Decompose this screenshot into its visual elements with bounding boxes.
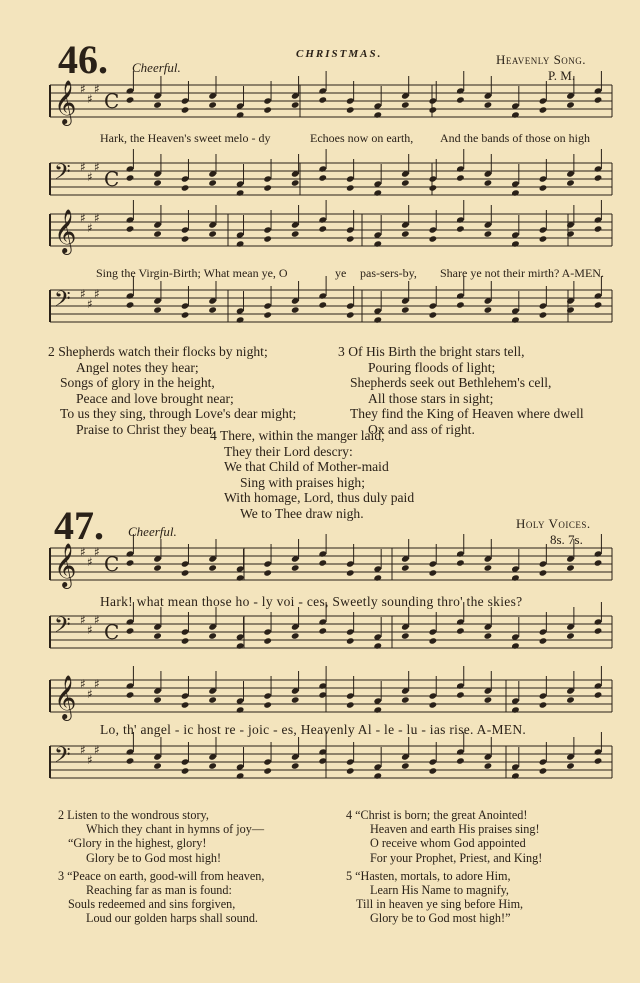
note-head [291,696,300,703]
note-head [263,569,272,576]
note-head [539,106,548,113]
note-head [236,706,245,713]
hymn-47-lyric-1: Hark! what mean those ho - ly voi - ces, Sweetly sounding thro' the skies? [100,594,523,609]
note-head [594,301,603,308]
note-head [153,101,162,108]
note-head [236,772,245,779]
note-head [401,564,410,571]
note-head [126,757,135,764]
hymn-47-lyric-2: Lo, th' angel - ic host re - joic - es, Heavenly Al - le - lu - ias rise. A-MEN. [100,722,527,737]
note-head [318,627,327,634]
note-head [208,230,217,237]
note-head [429,106,438,113]
sharp-icon: ♯ [94,545,100,559]
note-head [318,225,327,232]
note-head [566,179,575,186]
note-head [208,696,217,703]
note-head [456,559,465,566]
note-head [181,311,190,318]
note-head [401,101,410,108]
note-head [153,632,162,639]
note-head [401,230,410,237]
note-head [594,559,603,566]
note-head [566,230,575,237]
note-head [126,691,135,698]
note-head [429,569,438,576]
note-head [236,316,245,323]
note-head [484,306,493,313]
note-head [484,632,493,639]
sharp-icon: ♯ [87,623,93,637]
note-head [291,230,300,237]
hymn-47-meter: 8s. 7s. [550,532,583,547]
note-head [153,306,162,313]
note-head [153,696,162,703]
sharp-icon: ♯ [87,555,93,569]
note-head [566,632,575,639]
note-head [208,564,217,571]
note-head [373,316,382,323]
note-head [484,564,493,571]
sharp-icon: ♯ [87,297,93,311]
note-head [153,564,162,571]
sharp-icon: ♯ [94,82,100,96]
hymn-46-lyric-1c: And the bands of those on high [440,131,590,145]
note-head [594,225,603,232]
common-time-icon: C [104,89,120,113]
note-head [291,762,300,769]
bass-clef-icon: 𝄢 [54,287,71,317]
note-head [208,101,217,108]
note-head [126,559,135,566]
note-head [208,632,217,639]
hymn-46-lyric-1b: Echoes now on earth, [310,131,414,145]
note-head [511,111,520,118]
note-head [484,762,493,769]
note-head [456,96,465,103]
note-head [126,627,135,634]
note-head [346,106,355,113]
note-head [181,637,190,644]
sharp-icon: ♯ [94,211,100,225]
note-head [401,179,410,186]
note-head [346,184,355,191]
note-head [291,306,300,313]
hymn-46-verse-3: 3 Of His Birth the bright stars tell, Pouring floods of light; Shepherds seek out Bethlehem's cell, All those stars in sight; They find the King of Heaven where dwell Ox and ass of right. [338,344,584,437]
hymn-47-tempo: Cheerful. [128,524,177,539]
sharp-icon: ♯ [94,160,100,174]
note-head [153,179,162,186]
sharp-icon: ♯ [94,287,100,301]
bass-clef-icon: 𝄢 [54,613,71,643]
treble-clef-icon: 𝄞 [54,209,77,253]
note-head [181,767,190,774]
note-head [153,762,162,769]
hymn-46-verse-2: 2 Shepherds watch their flocks by night; Angel notes they hear; Songs of glory in the height, Peace and love brought near; To us they sing, through Love's dear might; Praise to Christ they bear. [48,344,297,437]
note-head [539,569,548,576]
note-head [566,564,575,571]
note-head [236,240,245,247]
note-head [456,627,465,634]
note-head [484,101,493,108]
note-head [346,569,355,576]
note-head [346,767,355,774]
note-head [346,311,355,318]
note-head [484,179,493,186]
hymn-46-lyric-1a: Hark, the Heaven's sweet melo - dy [100,131,271,145]
common-time-icon: C [104,552,120,576]
note-head [456,301,465,308]
sharp-icon: ♯ [80,743,86,757]
note-head [236,574,245,581]
note-head [126,225,135,232]
note-head [236,111,245,118]
note-head [594,174,603,181]
note-head [511,772,520,779]
sharp-icon: ♯ [94,613,100,627]
hymn-46-number: 46. [58,37,108,82]
note-head [318,301,327,308]
hymn-46-tune-name: Heavenly Song. [496,52,587,67]
note-head [456,174,465,181]
note-head [236,189,245,196]
sharp-icon: ♯ [80,211,86,225]
hymn-46-lyric-2d: Share ye not their mirth? A-MEN. [440,266,604,280]
hymn-47-verses-left: 2 Listen to the wondrous story, Which they chant in hymns of joy— “Glory in the highest, glory! Glory be to God most high! 3 “Peace on earth, good-will from heaven, Reaching far as man is found: Souls redeemed and sins forgiven, Loud our golden harps shall sound. [58,808,265,926]
note-head [263,235,272,242]
note-head [373,240,382,247]
note-head [566,762,575,769]
note-head [594,96,603,103]
note-head [539,311,548,318]
note-head [429,311,438,318]
note-head [594,627,603,634]
sharp-icon: ♯ [80,287,86,301]
note-head [181,106,190,113]
note-head [373,772,382,779]
note-head [126,174,135,181]
note-head [346,637,355,644]
sharp-icon: ♯ [94,743,100,757]
note-head [511,316,520,323]
note-head [263,637,272,644]
hymn-46-lyric-2b: ye [335,266,347,280]
note-head [346,235,355,242]
note-head [346,701,355,708]
note-head [263,767,272,774]
note-head [263,311,272,318]
note-head [181,235,190,242]
note-head [511,240,520,247]
note-head [401,632,410,639]
common-time-icon: C [104,620,120,644]
sharp-icon: ♯ [80,545,86,559]
note-head [539,767,548,774]
sharp-icon: ♯ [87,221,93,235]
note-head [539,235,548,242]
note-head [236,642,245,649]
note-head [484,696,493,703]
hymn-47-verses-right: 4 “Christ is born; the great Anointed! Heaven and earth His praises sing! O receive whom God appointed For your Prophet, Priest, and King! 5 “Hasten, mortals, to adore Him, Learn His Name to magnify, Till in heaven ye sing before Him, Glory be to God most high!” [346,808,543,926]
note-head [456,225,465,232]
note-head [401,306,410,313]
hymn-46-verse-4: 4 There, within the manger laid, They their Lord descry: We that Child of Mother-maid Sing with praises high; With homage, Lord, thus duly paid We to Thee draw nigh. [210,428,415,521]
note-head [126,301,135,308]
sharp-icon: ♯ [87,170,93,184]
note-head [456,691,465,698]
note-head [373,574,382,581]
hymn-47-number: 47. [54,503,104,548]
sharp-icon: ♯ [80,613,86,627]
note-head [429,637,438,644]
note-head [181,184,190,191]
sharp-icon: ♯ [80,160,86,174]
note-head [373,642,382,649]
note-head [429,184,438,191]
note-head [373,189,382,196]
hymn-46-lyric-2a: Sing the Virgin-Birth; What mean ye, O [96,266,288,280]
note-head [318,96,327,103]
note-head [291,564,300,571]
note-head [208,179,217,186]
bass-clef-icon: 𝄢 [54,743,71,773]
note-head [401,762,410,769]
hymn-46-lyric-2c: pas-sers-by, [360,266,417,280]
note-head [594,691,603,698]
hymn-47-tune-name: Holy Voices. [516,516,591,531]
note-head [566,306,575,313]
note-head [429,235,438,242]
note-head [484,230,493,237]
sharp-icon: ♯ [87,753,93,767]
treble-clef-icon: 𝄞 [54,543,77,587]
note-head [153,230,162,237]
note-head [539,637,548,644]
sharp-icon: ♯ [80,677,86,691]
treble-clef-icon: 𝄞 [54,675,77,719]
note-head [511,642,520,649]
section-heading: CHRISTMAS. [296,48,383,60]
note-head [181,569,190,576]
hymn-46-tempo: Cheerful. [132,60,181,75]
sharp-icon: ♯ [80,82,86,96]
note-head [208,306,217,313]
note-head [373,111,382,118]
note-head [318,559,327,566]
common-time-icon: C [104,167,120,191]
note-head [291,632,300,639]
sharp-icon: ♯ [87,687,93,701]
note-head [263,106,272,113]
note-head [566,696,575,703]
sharp-icon: ♯ [94,677,100,691]
treble-clef-icon: 𝄞 [54,80,77,124]
note-head [511,574,520,581]
hymn-46-meter: P. M. [548,68,576,83]
note-head [511,189,520,196]
note-head [429,701,438,708]
note-head [456,757,465,764]
note-head [566,101,575,108]
note-head [263,701,272,708]
note-head [291,179,300,186]
note-head [429,767,438,774]
note-head [208,762,217,769]
note-head [373,706,382,713]
note-head [401,696,410,703]
bass-clef-icon: 𝄢 [54,160,71,190]
note-head [539,184,548,191]
note-head [126,96,135,103]
note-head [539,701,548,708]
sharp-icon: ♯ [87,92,93,106]
note-head [181,701,190,708]
note-head [291,101,300,108]
note-head [594,757,603,764]
note-head [263,184,272,191]
note-head [511,706,520,713]
note-head [318,174,327,181]
